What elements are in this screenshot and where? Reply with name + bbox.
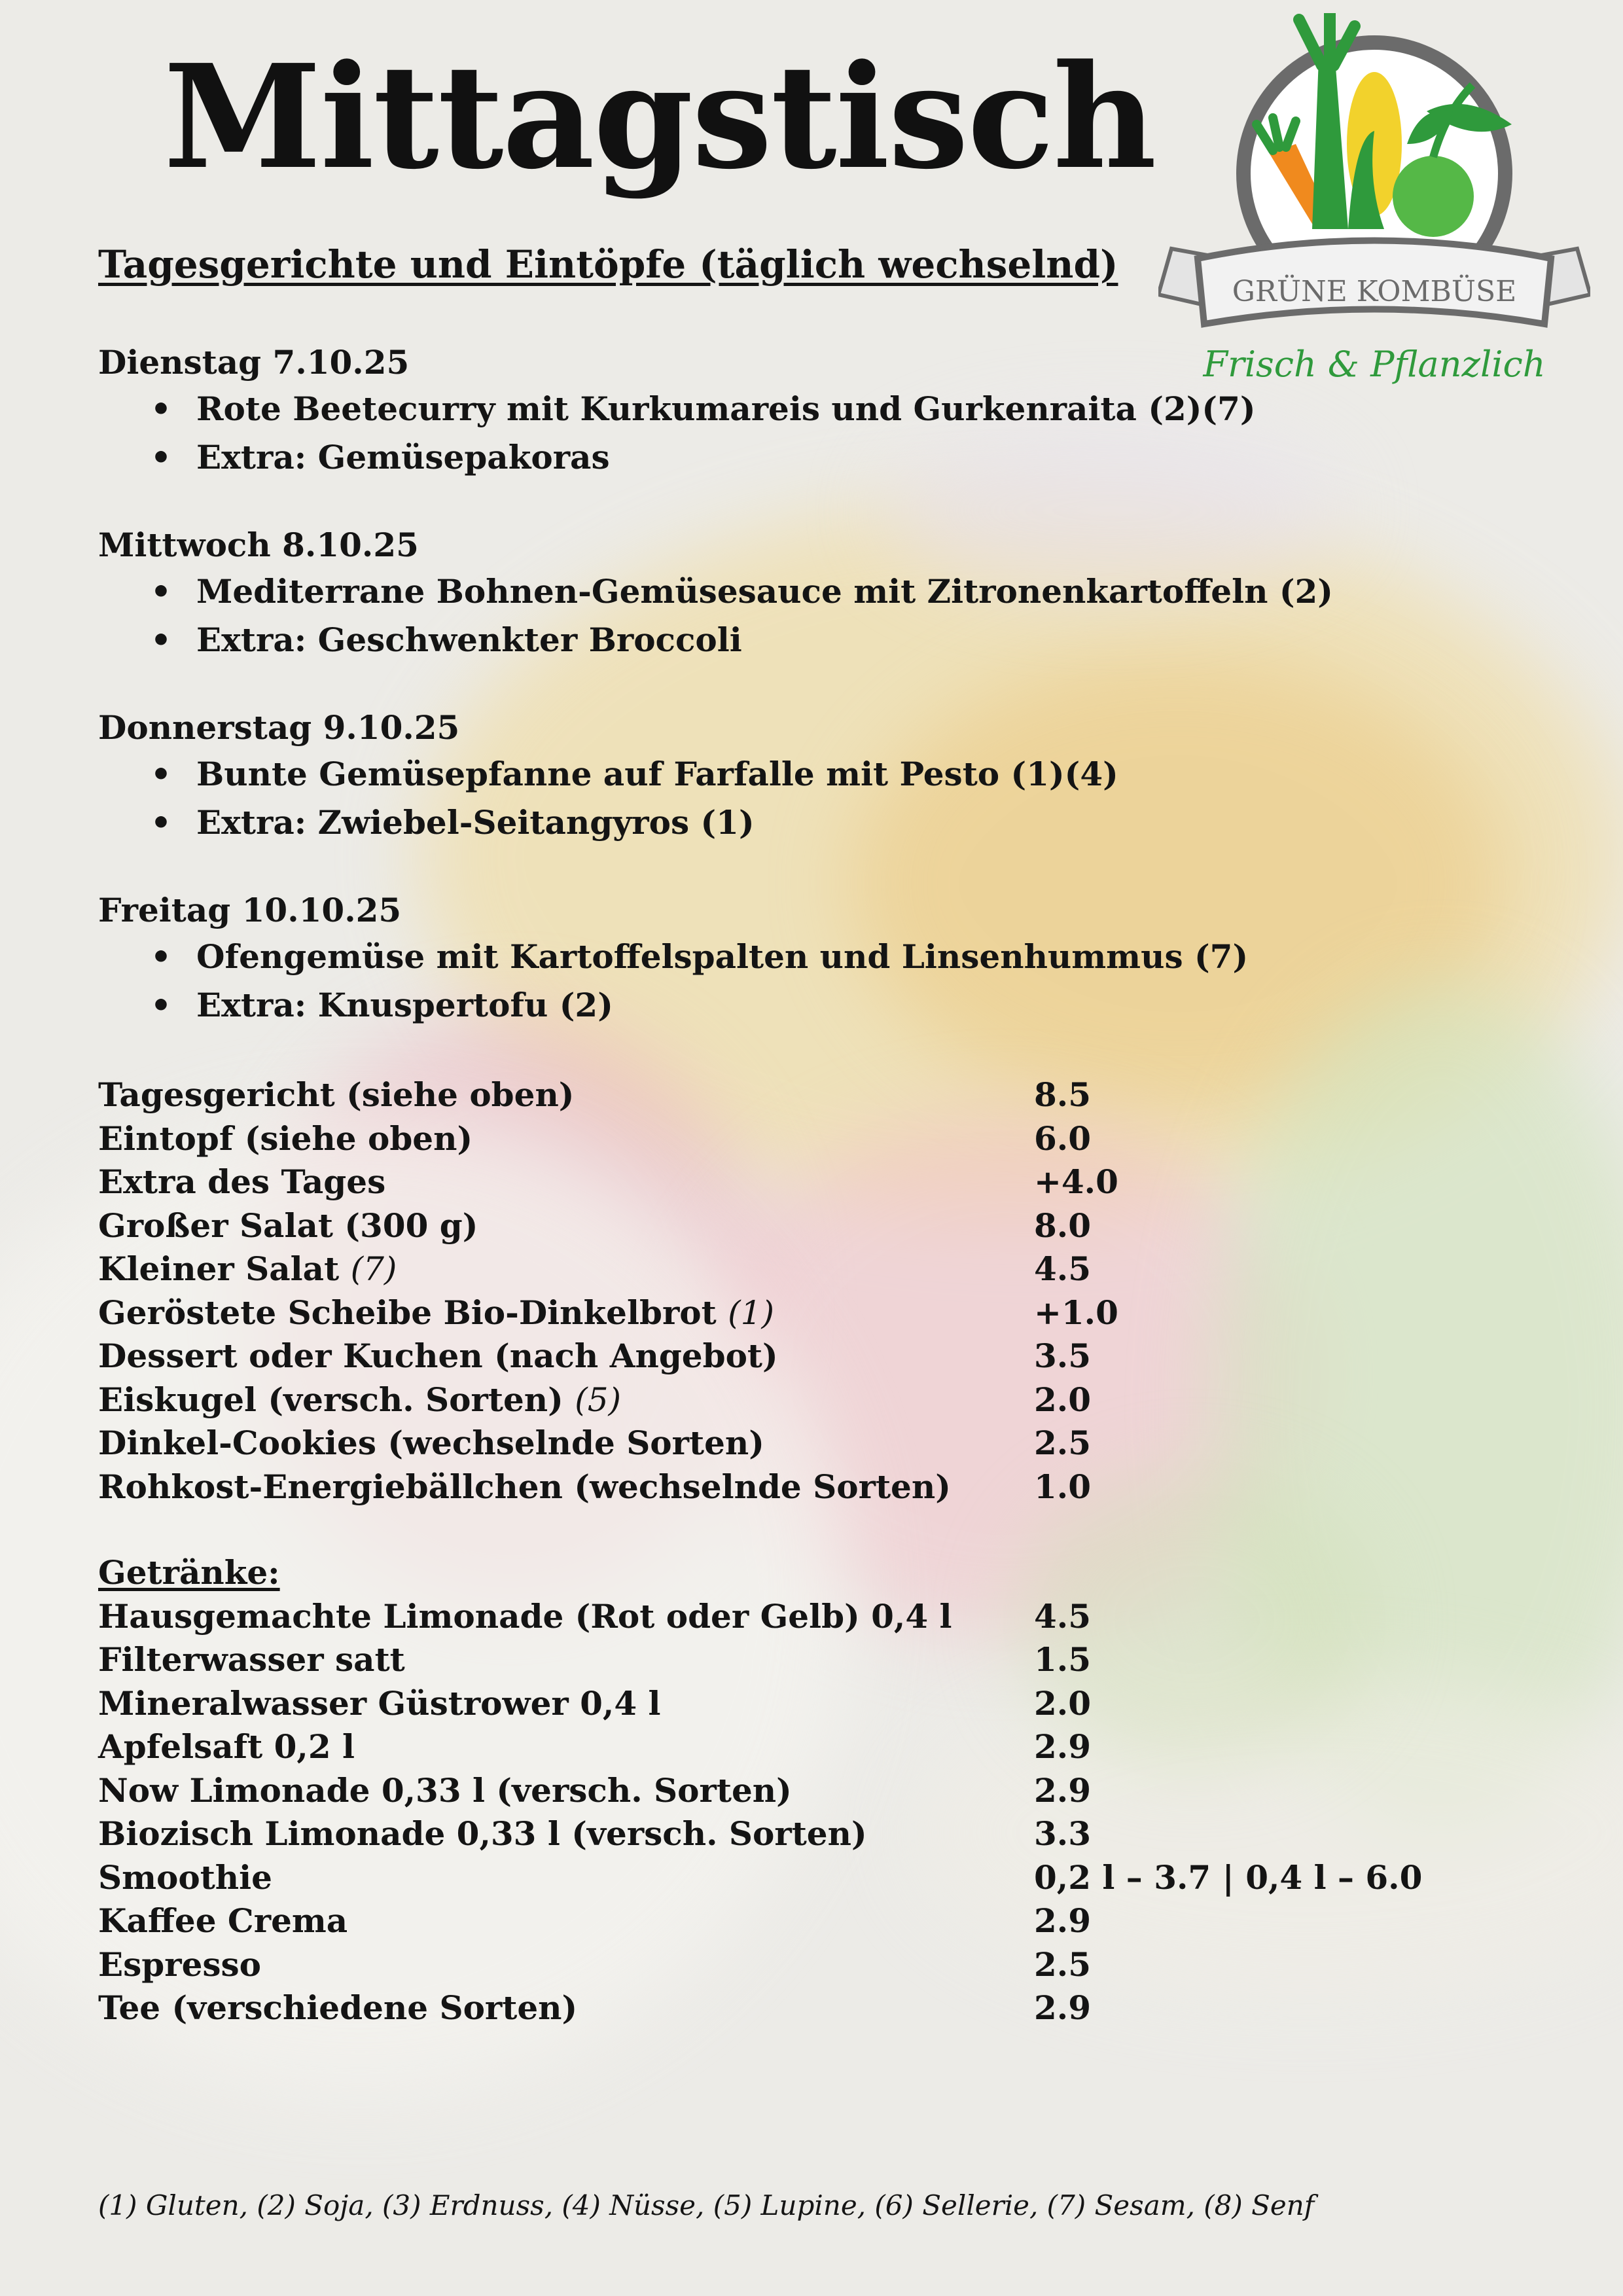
item-price: 6.0	[1034, 1119, 1091, 1158]
drink-price: 2.9	[1034, 1901, 1091, 1940]
drink-name: Now Limonade 0,33 l (versch. Sorten)	[98, 1770, 792, 1810]
price-list	[98, 1073, 1538, 1509]
item-price: 8.5	[1034, 1075, 1091, 1114]
drink-price: 3.3	[1034, 1814, 1091, 1853]
price-row	[98, 1291, 1538, 1335]
price-row	[98, 1335, 1538, 1378]
dish-item: • Ofengemüse mit Kartoffelspalten und Linsenhummus (7)	[98, 933, 1342, 981]
drink-price: 4.5	[1034, 1596, 1091, 1636]
price-row	[98, 1247, 1538, 1291]
drink-price: 2.9	[1034, 1770, 1091, 1810]
dish-item: • Bunte Gemüsepfanne auf Farfalle mit Pesto (1)(4)	[98, 750, 1342, 798]
item-name: Eiskugel (versch. Sorten) (5)	[98, 1380, 622, 1419]
price-row	[98, 1204, 1538, 1248]
day-block	[98, 523, 1342, 706]
price-row	[98, 1378, 1538, 1422]
item-name: Tagesgericht (siehe oben)	[98, 1075, 575, 1114]
drinks-list	[98, 1551, 1538, 2030]
day-block	[98, 340, 1342, 523]
drink-row	[98, 1769, 1538, 1813]
day-heading: Donnerstag 9.10.25	[98, 708, 460, 747]
page-subtitle: Tagesgerichte und Eintöpfe (täglich wechselnd)	[98, 242, 1118, 287]
item-name: Großer Salat (300 g)	[98, 1206, 478, 1245]
item-name: Extra des Tages	[98, 1162, 386, 1201]
day-heading: Freitag 10.10.25	[98, 891, 402, 929]
daily-dishes	[98, 340, 1342, 1071]
allergen-note: (7)	[350, 1250, 397, 1288]
drink-row	[98, 1986, 1538, 2030]
item-price: 1.0	[1034, 1467, 1091, 1506]
item-name: Dinkel-Cookies (wechselnde Sorten)	[98, 1424, 764, 1462]
item-price: +4.0	[1034, 1162, 1118, 1201]
item-price: 2.5	[1034, 1424, 1091, 1462]
drink-price: 2.9	[1034, 1988, 1091, 2027]
price-row	[98, 1422, 1538, 1465]
drink-row	[98, 1899, 1538, 1943]
drink-name: Espresso	[98, 1945, 262, 1984]
item-price: 3.5	[1034, 1336, 1091, 1375]
item-price: 8.0	[1034, 1206, 1091, 1245]
logo-tagline: Frisch & Pflanzlich	[1203, 344, 1546, 385]
item-name: Dessert oder Kuchen (nach Angebot)	[98, 1336, 778, 1375]
drink-row	[98, 1725, 1538, 1769]
allergen-note: (1)	[728, 1293, 774, 1332]
drink-name: Filterwasser satt	[98, 1640, 405, 1679]
day-heading: Dienstag 7.10.25	[98, 343, 410, 382]
item-name: Rohkost-Energiebällchen (wechselnde Sorten)	[98, 1467, 951, 1506]
allergen-note: (5)	[575, 1380, 622, 1419]
drink-name: Tee (verschiedene Sorten)	[98, 1988, 578, 2027]
drink-price: 2.0	[1034, 1683, 1091, 1723]
item-name: Kleiner Salat (7)	[98, 1249, 397, 1288]
price-row	[98, 1117, 1538, 1161]
dish-extra: • Extra: Zwiebel-Seitangyros (1)	[98, 798, 1342, 847]
day-block	[98, 706, 1342, 888]
page-title: Mittagstisch	[164, 33, 1156, 201]
drink-name: Biozisch Limonade 0,33 l (versch. Sorten)	[98, 1814, 867, 1853]
drink-row	[98, 1638, 1538, 1682]
dish-item: • Mediterrane Bohnen-Gemüsesauce mit Zitronenkartoffeln (2)	[98, 567, 1342, 616]
drink-row	[98, 1943, 1538, 1987]
drink-row	[98, 1856, 1538, 1900]
day-heading: Mittwoch 8.10.25	[98, 526, 419, 564]
logo-name: GRÜNE KOMBÜSE	[1232, 275, 1517, 308]
apple-icon	[1393, 156, 1474, 237]
drink-price: 1.5	[1034, 1640, 1091, 1679]
dish-item: • Rote Beetecurry mit Kurkumareis und Gurkenraita (2)(7)	[98, 385, 1342, 433]
drink-price: 2.5	[1034, 1945, 1091, 1984]
drink-name: Apfelsaft 0,2 l	[98, 1727, 355, 1766]
drink-name: Hausgemachte Limonade (Rot oder Gelb) 0,4 l	[98, 1596, 952, 1636]
item-price: 4.5	[1034, 1249, 1091, 1288]
allergen-footnote: (1) Gluten, (2) Soja, (3) Erdnuss, (4) Nüsse, (5) Lupine, (6) Sellerie, (7) Sesam, (8) Senf	[98, 2189, 1315, 2221]
item-name: Eintopf (siehe oben)	[98, 1119, 473, 1158]
item-name: Geröstete Scheibe Bio-Dinkelbrot (1)	[98, 1293, 774, 1332]
drink-row	[98, 1595, 1538, 1639]
dish-extra: • Extra: Geschwenkter Broccoli	[98, 616, 1342, 664]
drink-row	[98, 1682, 1538, 1726]
item-price: +1.0	[1034, 1293, 1118, 1332]
price-row	[98, 1073, 1538, 1117]
price-row	[98, 1465, 1538, 1509]
drink-name: Mineralwasser Güstrower 0,4 l	[98, 1683, 661, 1723]
price-row	[98, 1160, 1538, 1204]
drink-name: Kaffee Crema	[98, 1901, 348, 1940]
drink-price: 0,2 l – 3.7 | 0,4 l – 6.0	[1034, 1857, 1423, 1897]
drinks-heading: Getränke:	[98, 1553, 280, 1592]
day-block	[98, 888, 1342, 1071]
dish-extra: • Extra: Knuspertofu (2)	[98, 981, 1342, 1030]
drink-price: 2.9	[1034, 1727, 1091, 1766]
item-price: 2.0	[1034, 1380, 1091, 1419]
dish-extra: • Extra: Gemüsepakoras	[98, 433, 1342, 482]
drink-name: Smoothie	[98, 1857, 272, 1897]
drink-row	[98, 1812, 1538, 1856]
